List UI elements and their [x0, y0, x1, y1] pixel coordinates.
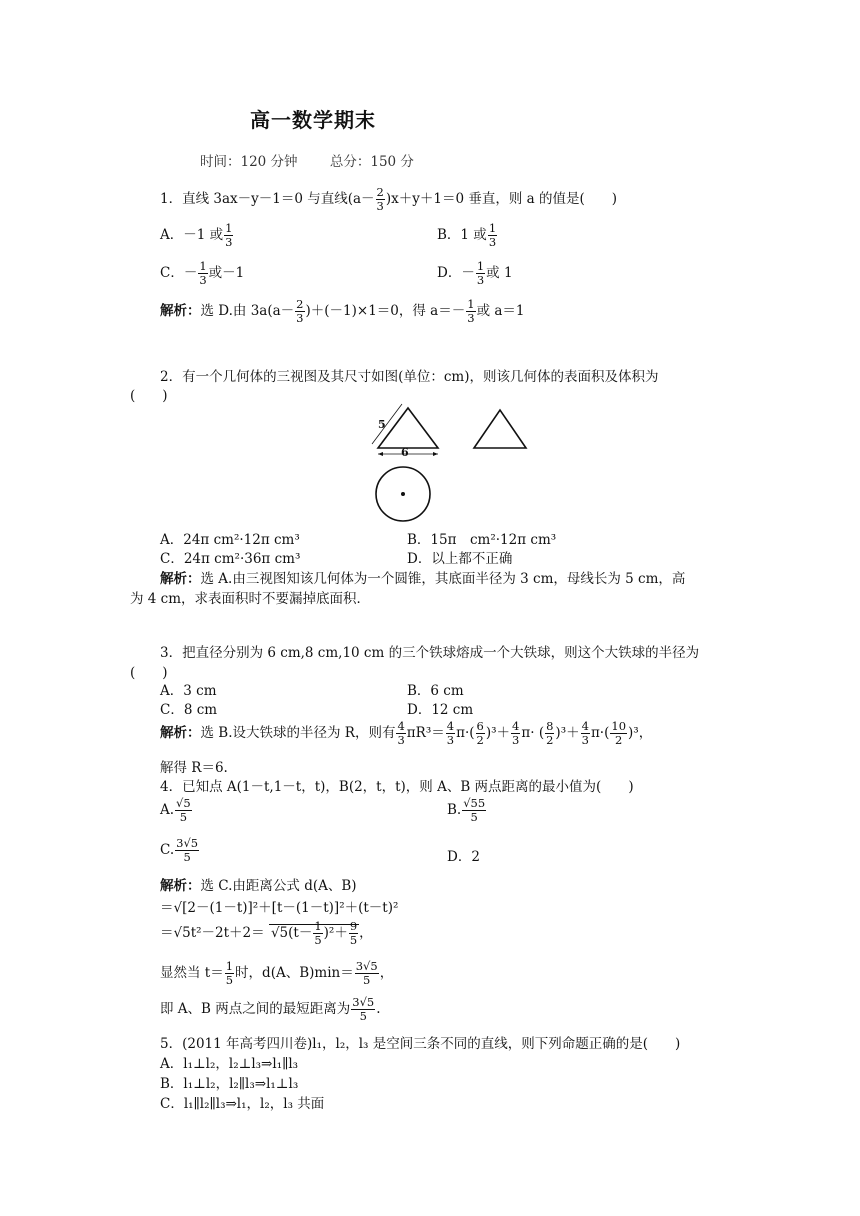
frac-denominator: 2: [615, 733, 623, 747]
frac-numerator: 1: [488, 221, 497, 235]
exam-time: 时间：120 分钟: [200, 154, 298, 170]
frac-denominator: 3: [512, 733, 520, 747]
solution-label: 解析：: [160, 571, 201, 587]
frac-numerator: 10: [611, 719, 627, 733]
q4-option-b: [447, 797, 487, 824]
solution-text: 选 A.由三视图知该几何体为一个圆锥，其底面半径为 3 cm，母线长为 5 cm，高: [200, 571, 686, 587]
frac-denominator: 5: [314, 933, 322, 947]
frac-numerator: 8: [546, 719, 554, 733]
frac-denominator: 5: [183, 850, 191, 864]
solution-text: ，: [379, 965, 394, 981]
solution-text: πR³＝: [406, 725, 445, 741]
slant-dimension-line: [372, 404, 402, 444]
frac-denominator: 2: [546, 733, 554, 747]
q3-solution-2: 解得 R＝6.: [160, 760, 228, 776]
option-text: C．－: [160, 265, 198, 281]
q5-option-a: A．l₁⊥l₂，l₂⊥l₃⇒l₁∥l₃: [160, 1056, 299, 1072]
q1-stem-fraction: [376, 186, 385, 213]
front-view-triangle: [378, 408, 438, 448]
q1-stem-text-2: )x＋y＋1＝0 垂直，则 a 的值是( ): [385, 191, 618, 207]
frac-numerator: 3√5: [352, 995, 375, 1009]
option-text: D．－: [437, 265, 475, 281]
solution-text-2: )＋(－1)×1＝0，得 a＝－: [305, 303, 466, 319]
q2-option-b: B．15π cm²·12π cm³: [407, 532, 557, 548]
q4-solution-5: [160, 996, 381, 1023]
q3-stem: 3．把直径分别为 6 cm,8 cm,10 cm 的三个铁球熔成一个大铁球，则这个大铁球的半径为: [160, 645, 700, 661]
option-text: A．－1 或: [160, 227, 224, 243]
q1-option-b: [437, 222, 498, 249]
q1-option-a: [160, 222, 234, 249]
q3-solution: [160, 720, 652, 747]
q2-stem: 2．有一个几何体的三视图及其尺寸如图(单位：cm)，则该几何体的表面积及体积为: [160, 369, 659, 385]
solution-text: )³，: [628, 725, 653, 741]
q2-option-c: C．24π cm²·36π cm³: [160, 551, 301, 567]
exam-total: 总分：150 分: [329, 154, 414, 170]
solution-text: 选 C.由距离公式 d(A、B): [200, 878, 357, 894]
frac-denominator: 3: [376, 199, 384, 213]
frac-5: [545, 720, 554, 747]
page-title: 高一数学期末: [250, 108, 376, 132]
solution-fraction: [225, 960, 234, 987]
solution-fraction-2: [349, 920, 358, 947]
solution-text-3: 或 a＝1: [476, 303, 525, 319]
q4-option-c: [160, 837, 200, 864]
sqrt-expression: [269, 919, 359, 947]
frac-3: [476, 720, 485, 747]
frac-numerator: 1: [225, 221, 233, 235]
frac-6: [581, 720, 590, 747]
q2-paren: ( ): [130, 388, 168, 404]
option-text-2: 或－1: [208, 265, 245, 281]
frac-4: [511, 720, 520, 747]
frac-1: [396, 720, 405, 747]
frac-numerator: 1: [476, 259, 485, 273]
option-fraction: [198, 260, 207, 287]
q1-option-d: [437, 260, 513, 287]
center-point: [401, 492, 405, 496]
q5-option-c: C．l₁∥l₂∥l₃⇒l₁，l₂，l₃ 共面: [160, 1096, 325, 1112]
frac-numerator: 9: [349, 919, 358, 933]
q1-stem: [160, 186, 617, 213]
frac-denominator: 3: [446, 733, 455, 747]
solution-text: π·(: [456, 725, 475, 741]
frac-denominator: 3: [199, 273, 207, 287]
frac-denominator: 3: [296, 311, 304, 325]
option-text-2: 或 1: [486, 265, 513, 281]
q2-option-d: D．以上都不正确: [407, 551, 513, 567]
q5-stem: 5．(2011 年高考四川卷)l₁，l₂，l₃ 是空间三条不同的直线，则下列命题正确的是( ): [160, 1036, 681, 1052]
frac-numerator: √5: [176, 796, 191, 810]
q2-option-a: A．24π cm²·12π cm³: [160, 532, 300, 548]
solution-text: 选 D.由 3a(a－: [200, 303, 295, 319]
frac-numerator: 3√5: [176, 836, 199, 850]
solution-fraction-2: [466, 298, 475, 325]
frac-denominator: 3: [397, 733, 405, 747]
q5-option-b: B．l₁⊥l₂，l₂∥l₃⇒l₁⊥l₃: [160, 1076, 299, 1092]
solution-fraction: [313, 920, 322, 947]
frac-denominator: 3: [488, 235, 497, 249]
solution-text: ＝√5t²－2t＋2＝: [160, 925, 265, 941]
option-fraction: [462, 797, 486, 824]
solution-fraction: [295, 298, 304, 325]
frac-denominator: 2: [476, 733, 484, 747]
q3-option-a: A．3 cm: [160, 683, 217, 699]
frac-denominator: 3: [467, 311, 475, 325]
solution-text: )²＋: [323, 925, 348, 941]
frac-numerator: 1: [199, 259, 207, 273]
solution-text: π· (: [521, 725, 545, 741]
q3-option-b: B．6 cm: [407, 683, 464, 699]
arrow-right-icon: [433, 452, 438, 456]
solution-label: 解析：: [160, 303, 201, 319]
frac-numerator: 4: [581, 719, 589, 733]
frac-denominator: 5: [225, 973, 234, 987]
frac-numerator: 3√5: [355, 959, 378, 973]
exam-meta: [200, 150, 442, 170]
solution-text: .: [376, 1001, 381, 1017]
front-view-figure: [370, 402, 450, 462]
q4-stem: 4．已知点 A(1－t,1－t，t)，B(2，t，t)，则 A、B 两点距离的最小值为( ): [160, 779, 634, 795]
solution-text: √5(t－: [270, 925, 313, 941]
option-text: A.: [160, 802, 175, 818]
q3-option-c: C．8 cm: [160, 702, 218, 718]
q1-option-c: [160, 260, 244, 287]
solution-text: )³＋: [555, 725, 580, 741]
q4-solution-4: [160, 960, 393, 987]
frac-numerator: 6: [476, 719, 484, 733]
q3-paren: ( ): [130, 665, 168, 681]
frac-numerator: 1: [314, 919, 322, 933]
q2-solution-2: 为 4 cm，求表面积时不要漏掉底面积．: [130, 591, 371, 607]
solution-fraction-2: [355, 960, 379, 987]
solution-text: π·(: [590, 725, 610, 741]
frac-denominator: 3: [476, 273, 485, 287]
frac-denominator: 5: [359, 1009, 367, 1023]
frac-numerator: 1: [467, 297, 475, 311]
q2-solution-1: [160, 567, 685, 587]
frac-numerator: 4: [397, 719, 405, 733]
solution-label: 解析：: [160, 725, 201, 741]
frac-numerator: √55: [463, 796, 486, 810]
solution-text: ，: [359, 925, 373, 941]
q4-solution-1: [160, 874, 357, 894]
frac-2: [446, 720, 455, 747]
option-fraction: [224, 222, 233, 249]
side-view-triangle: [474, 410, 526, 448]
frac-denominator: 5: [470, 810, 478, 824]
frac-denominator: 5: [179, 810, 188, 824]
solution-label: 解析：: [160, 878, 201, 894]
option-text: B.: [447, 802, 462, 818]
side-view-figure: [466, 404, 536, 454]
solution-text: 选 B.设大铁球的半径为 R，则有: [200, 725, 396, 741]
q4-option-a: [160, 797, 193, 824]
q1-stem-text: 1．直线 3ax－y－1＝0 与直线(a－: [160, 191, 375, 207]
frac-denominator: 5: [349, 933, 358, 947]
solution-fraction: [351, 996, 375, 1023]
frac-denominator: 5: [363, 973, 371, 987]
frac-denominator: 3: [225, 235, 233, 249]
q3-option-d: D．12 cm: [407, 702, 474, 718]
frac-numerator: 1: [225, 959, 234, 973]
frac-numerator: 4: [446, 719, 455, 733]
option-fraction: [175, 837, 199, 864]
q4-option-d: D．2: [447, 849, 480, 865]
slant-label: 5: [378, 418, 386, 431]
arrow-left-icon: [378, 452, 383, 456]
solution-text: 即 A、B 两点之间的最短距离为: [160, 1001, 351, 1017]
frac-denominator: 3: [581, 733, 589, 747]
option-fraction: [476, 260, 485, 287]
solution-text: 显然当 t＝: [160, 965, 224, 981]
option-text: C.: [160, 842, 175, 858]
solution-text: )³＋: [485, 725, 511, 741]
option-fraction: [175, 797, 192, 824]
option-text: B．1 或: [437, 227, 487, 243]
option-fraction: [488, 222, 497, 249]
frac-numerator: 2: [296, 297, 304, 311]
top-view-figure: [368, 460, 438, 530]
base-label: 6: [401, 446, 409, 459]
frac-numerator: 4: [512, 719, 520, 733]
q4-solution-3: [160, 920, 373, 947]
solution-text: 时，d(A、B)min＝: [235, 965, 354, 981]
frac-7: [610, 720, 627, 747]
q1-solution: [160, 298, 525, 325]
q4-solution-2: ＝√[2－(1－t)]²＋[t－(1－t)]²＋(t－t)²: [160, 900, 399, 916]
frac-numerator: 2: [376, 185, 384, 199]
